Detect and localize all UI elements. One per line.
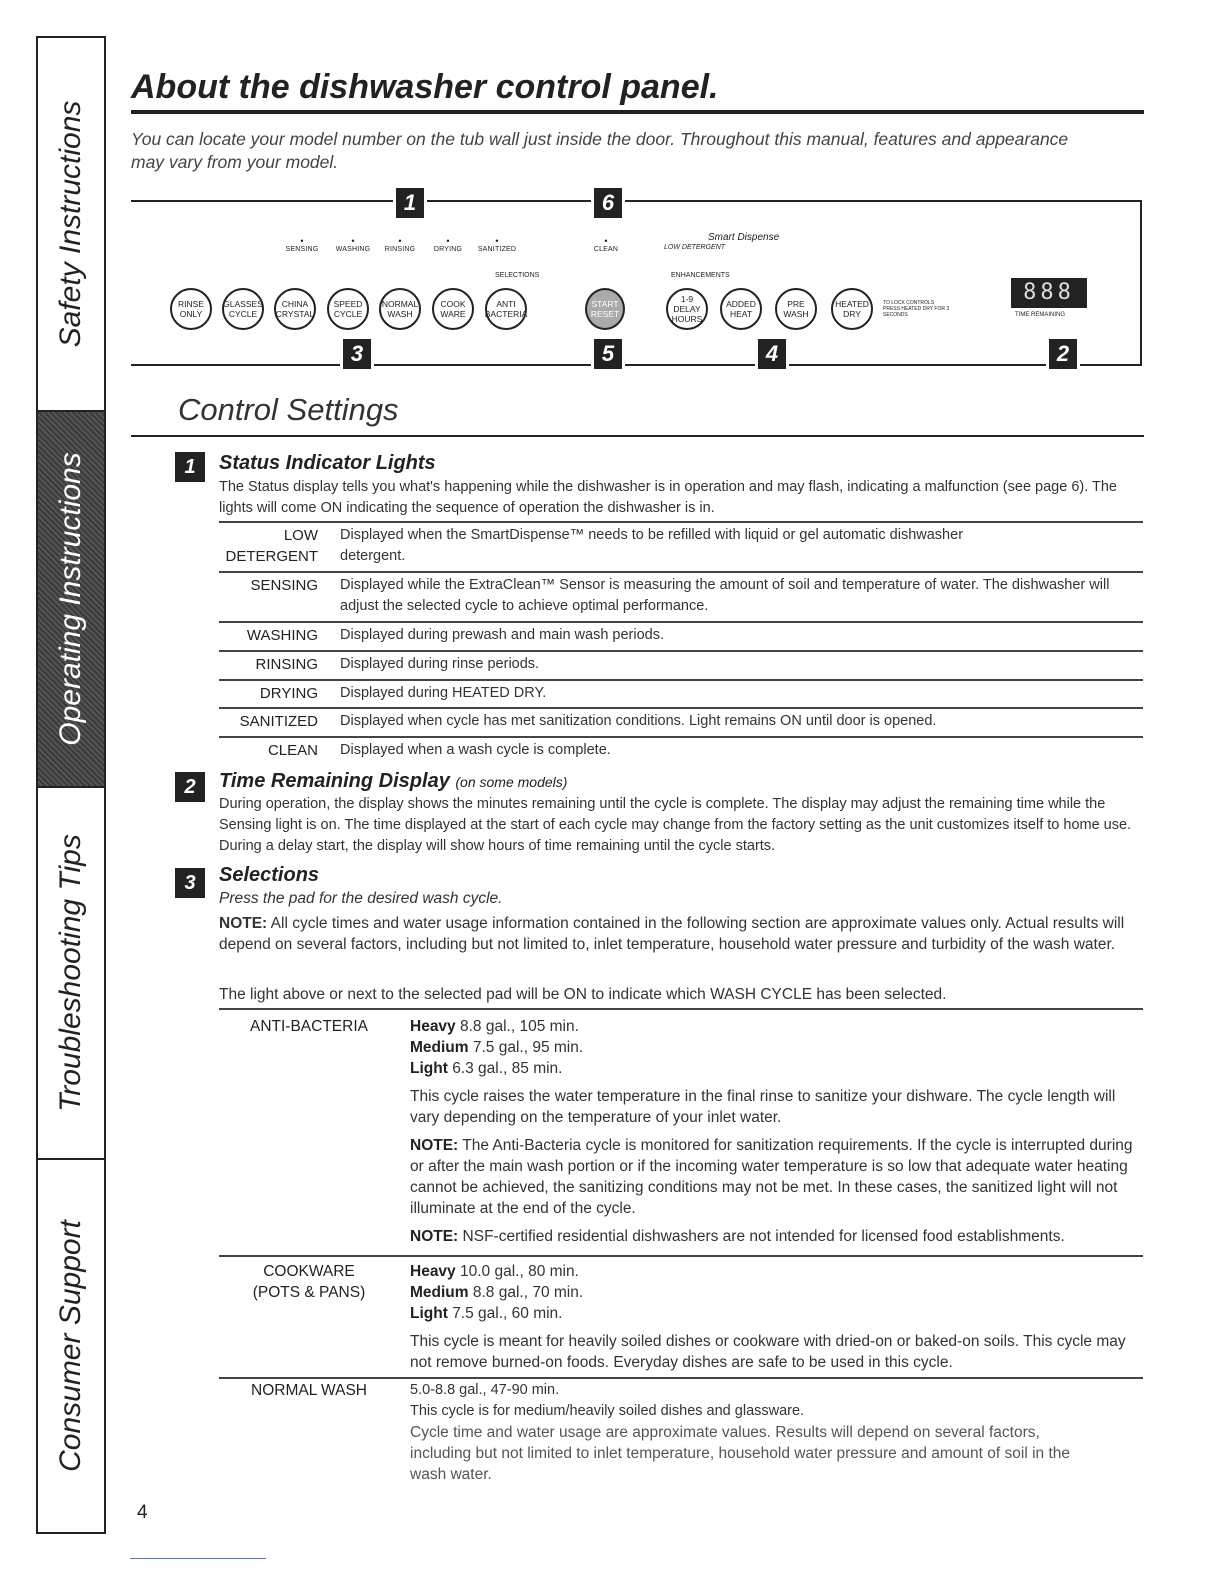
footer-link-line [130, 1558, 266, 1559]
time-remaining-label: TIME REMAINING [1015, 312, 1066, 318]
cycle-note [410, 1226, 1140, 1247]
row-divider [219, 1008, 1143, 1010]
status-light-sanitized: • SANITIZED [467, 237, 527, 253]
cycle-note: Cycle time and water usage are approximate values. Results will depend on several factors, including but not limited to inlet temperature, household water pressure and amount of soil in the wash water. [410, 1424, 1070, 1483]
row-desc-clean: Displayed when a wash cycle is complete. [340, 742, 611, 758]
time-remaining-text: During operation, the display shows the minutes remaining until the cycle is complete. The display may adjust the remaining time while the Sensing light is on. The time displayed at the start of each cycle may change from the factory setting as the unit customizes itself to home use. During a delay start, the display will show hours of time remaining until the cycle starts. [219, 796, 1132, 854]
cycle-label-anti-bacteria: ANTI-BACTERIA [250, 1018, 368, 1035]
cycle-heavy [410, 1261, 1140, 1282]
selections-subtitle: Press the pad for the desired wash cycle. [219, 890, 503, 907]
enhancements-label: ENHANCEMENTS [671, 272, 730, 279]
note-label: NOTE: [410, 1228, 459, 1245]
row-desc-low-detergent: Displayed when the SmartDispense™ needs to be refilled with liquid or gel automatic dishwasher detergent. [340, 527, 964, 564]
row-divider [219, 521, 1143, 523]
row-desc-washing: Displayed during prewash and main wash periods. [340, 627, 665, 643]
row-desc-drying: Displayed during HEATED DRY. [340, 685, 547, 701]
status-indicator-lights-title: Status Indicator Lights [219, 452, 436, 474]
time-remaining-display: 888 [1011, 278, 1087, 308]
section-3-number: 3 [175, 868, 205, 898]
status-light-washing: • WASHING [323, 237, 383, 253]
panel-marker-1: 1 [393, 185, 427, 221]
low-detergent-label: LOW DETERGENT [664, 244, 726, 251]
row-divider [219, 736, 1143, 738]
tab-label: Consumer Support [54, 1220, 87, 1472]
note-label: NOTE: [219, 915, 268, 932]
cycle-body-cookware [410, 1261, 1140, 1373]
intro-text: You can locate your model number on the tub wall just inside the door. Throughout this manual, features and appearance may vary from your model. [131, 129, 1069, 172]
light-label: Light [410, 1305, 448, 1322]
page-title: About the dishwasher control panel. [131, 68, 719, 106]
cycle-values: 5.0-8.8 gal., 47-90 min. [410, 1382, 560, 1398]
medium-label: Medium [410, 1039, 469, 1056]
tab-label: Safety Instructions [54, 100, 87, 348]
china-crystal-pad[interactable]: CHINA CRYSTAL [274, 288, 316, 330]
start-reset-pad[interactable]: START RESET [585, 288, 625, 330]
heavy-label: Heavy [410, 1018, 456, 1035]
title-divider [131, 110, 1144, 114]
settings-divider [131, 435, 1144, 437]
time-remaining-title-text: Time Remaining Display [219, 770, 450, 792]
status-light-drying: • DRYING [418, 237, 478, 253]
cycle-medium [410, 1282, 1140, 1303]
speed-cycle-pad[interactable]: SPEED CYCLE [327, 288, 369, 330]
row-label-low-detergent: LOW DETERGENT [225, 527, 318, 565]
tab-safety-instructions[interactable] [38, 38, 104, 412]
row-label-clean: CLEAN [267, 742, 318, 759]
control-panel-diagram [131, 190, 1142, 366]
cycle-heavy [410, 1016, 1140, 1037]
note-label: NOTE: [410, 1137, 459, 1154]
panel-marker-5: 5 [591, 336, 625, 372]
cycle-medium [410, 1037, 1140, 1058]
heavy-label: Heavy [410, 1263, 456, 1280]
cycle-description: This cycle is meant for heavily soiled dishes or cookware with dried-on or baked-on soils. This cycle may not remove burned-on foods. Everyday dishes are safe to be used in this cycle. [410, 1333, 1126, 1371]
row-divider [219, 679, 1143, 681]
note-text: The Anti-Bacteria cycle is monitored for sanitization requirements. If the cycle is interrupted during or after the main wash portion or if the incoming water temperature is so low that adequate water heating cannot be achieved, the sanitizing conditions may not be met. In these cases, the sanitized light will not illuminate at the end of the cycle. [410, 1137, 1133, 1217]
tab-consumer-support[interactable] [38, 1160, 104, 1532]
panel-marker-2: 2 [1046, 336, 1080, 372]
row-desc-rinsing: Displayed during rinse periods. [340, 656, 540, 672]
selections-light-text: The light above or next to the selected pad will be ON to indicate which WASH CYCLE has been selected. [219, 986, 947, 1003]
status-indicator-text: The Status display tells you what's happening while the dishwasher is in operation and may flash, indicating a malfunction (see page 6). The lights will come ON indicating the sequence of operation the dishwasher is in. [219, 479, 1117, 516]
cook-ware-pad[interactable]: COOK WARE [432, 288, 474, 330]
heavy-value: 10.0 gal., 80 min. [460, 1263, 579, 1280]
cycle-description: This cycle is for medium/heavily soiled dishes and glassware. [410, 1403, 805, 1419]
control-panel-frame [131, 200, 1142, 366]
row-label-sensing: SENSING [250, 577, 318, 594]
glasses-cycle-pad[interactable]: GLASSES CYCLE [222, 288, 264, 330]
added-heat-pad[interactable]: ADDED HEAT [720, 288, 762, 330]
status-light-clean: • CLEAN [576, 237, 636, 253]
section-2-number: 2 [175, 772, 205, 802]
note-text: NSF-certified residential dishwashers are not intended for licensed food establishments. [462, 1228, 1065, 1245]
smart-dispense-label: Smart Dispense [708, 232, 780, 243]
anti-bacteria-pad[interactable]: ANTI BACTERIA [485, 288, 527, 330]
delay-hours-pad[interactable]: 1-9 DELAY HOURS [666, 288, 708, 330]
pre-wash-pad[interactable]: PRE WASH [775, 288, 817, 330]
heavy-value: 8.8 gal., 105 min. [460, 1018, 579, 1035]
panel-marker-6: 6 [591, 185, 625, 221]
selections-title: Selections [219, 864, 320, 886]
cycle-light [410, 1303, 1140, 1324]
note-text: All cycle times and water usage information contained in the following section are approximate values only. Actual results will depend on several factors, including but not limited to, inlet temperature, household water pressure and turbidity of the wash water. [219, 915, 1125, 953]
panel-marker-4: 4 [755, 336, 789, 372]
medium-value: 8.8 gal., 70 min. [472, 1284, 584, 1301]
light-value: 6.3 gal., 85 min. [452, 1060, 563, 1077]
cycle-light [410, 1058, 1140, 1079]
light-value: 7.5 gal., 60 min. [452, 1305, 563, 1322]
side-tabs [36, 36, 106, 1534]
tab-label: Troubleshooting Tips [54, 834, 87, 1112]
selections-note [219, 913, 1139, 955]
row-label-sanitized: SANITIZED [239, 713, 318, 730]
page-number: 4 [137, 1502, 148, 1523]
row-desc-sanitized: Displayed when cycle has met sanitization conditions. Light remains ON until door is opened. [340, 713, 937, 729]
tab-label: Operating Instructions [54, 452, 87, 746]
tab-operating-instructions[interactable] [38, 412, 104, 788]
cycle-description: This cycle raises the water temperature in the final rinse to sanitize your dishware. The cycle length will vary depending on the temperature of your inlet water. [410, 1088, 1116, 1126]
time-remaining-title [219, 770, 567, 793]
row-divider [219, 650, 1143, 652]
status-light-rinsing: • RINSING [370, 237, 430, 253]
heated-dry-pad[interactable]: HEATED DRY [831, 288, 873, 330]
lock-controls-note: TO LOCK CONTROLS PRESS HEATED DRY FOR 3 SECONDS [883, 300, 950, 318]
time-remaining-title-note: (on some models) [455, 774, 568, 790]
cycle-label-cookware: COOKWARE (POTS & PANS) [252, 1263, 366, 1301]
panel-marker-3: 3 [340, 336, 374, 372]
light-label: Light [410, 1060, 448, 1077]
row-divider [219, 1255, 1143, 1257]
section-1-number: 1 [175, 452, 205, 482]
row-divider [219, 621, 1143, 623]
normal-wash-pad[interactable]: NORMAL WASH [379, 288, 421, 330]
row-divider [219, 1377, 1143, 1379]
medium-value: 7.5 gal., 95 min. [472, 1039, 584, 1056]
row-label-drying: DRYING [259, 685, 318, 702]
cycle-body-normal-wash [410, 1380, 1070, 1485]
row-desc-sensing: Displayed while the ExtraClean™ Sensor is measuring the amount of soil and temperature of water. The dishwasher will adjust the selected cycle to achieve optimal performance. [340, 577, 1110, 614]
rinse-only-pad[interactable]: RINSE ONLY [170, 288, 212, 330]
cycle-body-anti-bacteria [410, 1016, 1140, 1247]
tab-troubleshooting-tips[interactable] [38, 788, 104, 1160]
row-label-rinsing: RINSING [255, 656, 318, 673]
selections-label: SELECTIONS [495, 272, 540, 279]
status-light-sensing: • SENSING [272, 237, 332, 253]
cycle-note [410, 1135, 1140, 1219]
cycle-label-normal-wash: NORMAL WASH [251, 1382, 367, 1399]
control-settings-title: Control Settings [178, 392, 399, 427]
row-divider [219, 571, 1143, 573]
row-label-washing: WASHING [246, 627, 318, 644]
medium-label: Medium [410, 1284, 469, 1301]
row-divider [219, 707, 1143, 709]
